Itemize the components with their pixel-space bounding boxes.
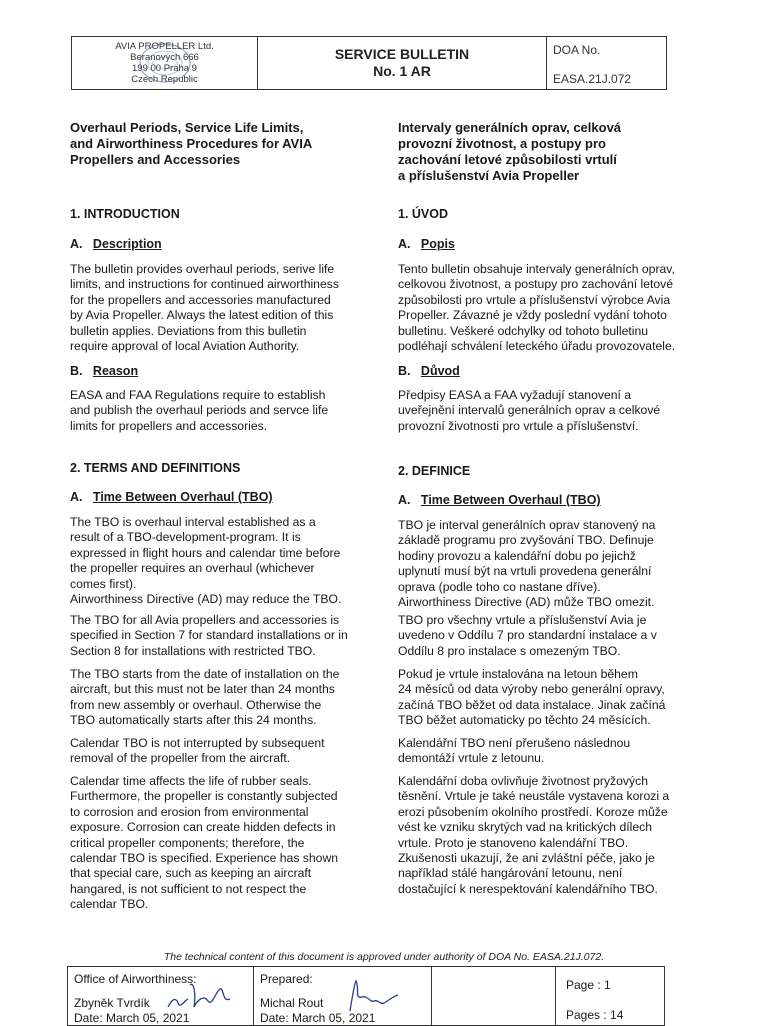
text-line: uveřejnění intervalů generálních oprav a celkové xyxy=(398,403,661,418)
text-line: Airworthiness Directive (AD) may reduce the TBO. xyxy=(70,592,342,607)
text-line: expressed in flight hours and calendar time before xyxy=(70,545,341,560)
en-c-title: Time Between Overhaul (TBO) xyxy=(92,490,273,504)
text-line: result of a TBO-development-program. It is xyxy=(70,530,301,545)
cz-c-title: Time Between Overhaul (TBO) xyxy=(420,493,601,507)
en-title-line: and Airworthiness Procedures for AVIA xyxy=(70,136,313,151)
text-line: dostačující k nerespektování kalendářního TBO. xyxy=(398,881,658,896)
text-line: the propeller requires an overhaul (whichever xyxy=(70,561,315,576)
text-line: Calendar TBO is not interrupted by subsequent xyxy=(70,736,325,750)
text-line: comes first). xyxy=(70,576,137,591)
doa-cell xyxy=(547,37,666,89)
text-line: podléhají schválení leteckého úřadu provozovatele. xyxy=(398,339,676,354)
text-line: The TBO for all Avia propellers and accessories is xyxy=(70,613,340,627)
office-date: Date: March 05, 2021 xyxy=(74,1011,190,1025)
text-line: by Avia Propeller. Always the latest edition of this xyxy=(70,308,334,323)
cz-reason-text xyxy=(398,388,696,434)
company-line: Beranových 666 xyxy=(130,52,199,63)
en-tbo-paragraph-5 xyxy=(70,774,360,913)
text-line: Zkušenosti ukazují, že ani zvláštní péče, jako je xyxy=(398,851,655,866)
text-line: Airworthiness Directive (AD) může TBO omezit. xyxy=(398,595,655,610)
text-line: Furthermore, the propeller is constantly subjected xyxy=(70,789,338,804)
header-box xyxy=(71,36,667,90)
text-line: vést ke vzniku skrytých vad na kritických dílech xyxy=(398,820,652,835)
page-info-cell xyxy=(556,967,664,1025)
text-line: Předpisy EASA a FAA vyžadují stanovení a xyxy=(398,388,632,402)
cz-title-line: a příslušenství Avia Propeller xyxy=(398,168,580,183)
en-tbo-paragraph-4 xyxy=(70,736,360,767)
text-line: způsobilosti pro vrtule a příslušenství výrobce Avia xyxy=(398,292,671,307)
en-a-label: A. xyxy=(70,237,83,251)
text-line: require approval of local Aviation Authority. xyxy=(70,339,300,354)
text-line: to corrosion and erosion from environmental xyxy=(70,804,309,819)
text-line: that special care, such as keeping an aircraft xyxy=(70,866,312,881)
signature-icon xyxy=(342,975,402,1015)
prepared-cell xyxy=(254,967,432,1025)
en-title-line: Propellers and Accessories xyxy=(70,152,241,167)
text-line: exposure. Corrosion can create hidden defects in xyxy=(70,820,336,835)
text-line: limits, and instructions for continued airworthiness xyxy=(70,277,339,292)
doa-label: DOA No. xyxy=(553,43,601,57)
text-line: from new assembly or overhaul. Otherwise the xyxy=(70,697,322,712)
text-line: 24 měsíců od data výroby nebo generální opravy, xyxy=(398,682,665,697)
cz-tbo-paragraph-1 xyxy=(398,518,696,610)
en-subsection-a-heading xyxy=(70,237,360,252)
prepared-name: Michal Rout xyxy=(260,996,324,1010)
text-line: Tento bulletin obsahuje intervaly generálních oprav, xyxy=(398,262,675,276)
text-line: oprava (podle toho co nastane dříve). xyxy=(398,579,601,594)
prepared-label: Prepared: xyxy=(260,972,313,986)
en-subsection-tbo-heading xyxy=(70,490,360,505)
text-line: aircraft, but this must not be later than 24 months xyxy=(70,682,335,697)
cz-subsection-a-heading xyxy=(398,237,696,252)
text-line: The TBO starts from the date of installation on the xyxy=(70,667,340,681)
company-line: AVIA PROPELLER Ltd. xyxy=(115,41,214,52)
cz-section-1-heading: 1. ÚVOD xyxy=(398,207,449,221)
cz-title-line: provozní životnost, a postupy pro xyxy=(398,136,606,151)
company-line: Czech Republic xyxy=(131,74,198,85)
en-b-title: Reason xyxy=(92,364,139,378)
cz-tbo-paragraph-4 xyxy=(398,736,696,767)
en-reason-text xyxy=(70,388,360,434)
text-line: The bulletin provides overhaul periods, serive life xyxy=(70,262,335,276)
text-line: calendar TBO is specified. Experience has shown xyxy=(70,851,339,866)
office-name: Zbyněk Tvrdík xyxy=(74,996,150,1010)
en-description-text xyxy=(70,262,360,354)
prepared-date: Date: March 05, 2021 xyxy=(260,1011,376,1025)
text-line: calendar TBO. xyxy=(70,897,149,912)
cz-description-text xyxy=(398,262,696,354)
text-line: Calendar time affects the life of rubber seals. xyxy=(70,774,312,788)
text-line: removal of the propeller from the aircraft. xyxy=(70,751,291,766)
en-section-2-heading: 2. TERMS AND DEFINITIONS xyxy=(70,461,241,475)
cz-tbo-paragraph-2 xyxy=(398,613,696,659)
text-line: and publish the overhaul periods and servce life xyxy=(70,403,329,418)
bulletin-number: No. 1 AR xyxy=(373,63,431,79)
text-line: vrtule. Proto je stanoveno kalendářní TBO. xyxy=(398,835,629,850)
text-line: Pokud je vrtule instalována na letoun během xyxy=(398,667,638,681)
text-line: těsnění. Vrtule je také neustále vystavena korozi a xyxy=(398,789,670,804)
text-line: uplynutí musí být na vrtuli provedena generální xyxy=(398,564,652,579)
en-a-title: Description xyxy=(92,237,162,251)
text-line: bulletinu. Veškeré odchylky od tohoto bulletinu xyxy=(398,323,649,338)
page-count: Pages : 14 xyxy=(566,1008,624,1022)
footer-signature-box xyxy=(67,966,665,1026)
cz-tbo-paragraph-3 xyxy=(398,667,696,729)
text-line: critical propeller components; therefore, the xyxy=(70,835,305,850)
en-c-label: A. xyxy=(70,490,83,504)
text-line: uvedeno v Oddílu 7 pro standardní instalace a v xyxy=(398,628,657,643)
cz-tbo-paragraph-5 xyxy=(398,774,696,897)
en-section-1-heading: 1. INTRODUCTION xyxy=(70,207,180,221)
cz-a-title: Popis xyxy=(420,237,455,251)
cz-b-label: B. xyxy=(398,364,411,378)
text-line: The TBO is overhaul interval established as a xyxy=(70,515,316,529)
empty-cell xyxy=(432,967,556,1025)
text-line: demontáží vrtule z letounu. xyxy=(398,751,545,766)
en-tbo-paragraph-3 xyxy=(70,667,360,729)
approval-note: The technical content of this document is approved under authority of DOA No. EASA.21J.072. xyxy=(163,951,605,963)
text-line: například stálé hangárování letounu, není xyxy=(398,866,623,881)
text-line: začíná TBO běžet od data instalace. Jinak začíná xyxy=(398,697,666,712)
cz-title-line: Intervaly generálních oprav, celková xyxy=(398,120,622,135)
text-line: TBO automatically starts after this 24 months. xyxy=(70,713,317,728)
text-line: Kalendářní TBO není přerušeno následnou xyxy=(398,736,631,750)
text-line: limits for propellers and accessories. xyxy=(70,418,268,433)
text-line: TBO je interval generálních oprav stanovený na xyxy=(398,518,656,532)
cz-title-line: zachování letové způsobilosti vrtulí xyxy=(398,152,617,167)
office-of-airworthiness-cell xyxy=(68,967,254,1025)
text-line: Oddílu 8 pro instalace s omezeným TBO. xyxy=(398,643,621,658)
text-line: bulletin applies. Deviations from this bulletin xyxy=(70,323,307,338)
text-line: Propeller. Závazné je vždy poslední vydání tohoto xyxy=(398,308,667,323)
en-tbo-paragraph-1 xyxy=(70,515,360,607)
cz-b-title: Důvod xyxy=(420,364,460,378)
text-line: for the propellers and accessories manufactured xyxy=(70,292,331,307)
company-line: 199 00 Praha 9 xyxy=(132,63,197,74)
text-line: Section 8 for installations with restricted TBO. xyxy=(70,643,316,658)
cz-a-label: A. xyxy=(398,237,411,251)
bulletin-title-line1: SERVICE BULLETIN xyxy=(334,46,470,62)
en-title xyxy=(70,120,360,168)
text-line: hodiny provozu a kalendářní dobu po jejichž xyxy=(398,548,636,563)
company-address xyxy=(72,37,258,89)
page-number: Page : 1 xyxy=(566,978,611,992)
cz-subsection-b-heading xyxy=(398,364,696,379)
bulletin-title xyxy=(258,37,547,89)
cz-section-2-heading: 2. DEFINICE xyxy=(398,464,471,478)
en-subsection-b-heading xyxy=(70,364,360,379)
doa-value: EASA.21J.072 xyxy=(553,72,632,86)
text-line: celkovou životnost, a postupy pro zachování letové xyxy=(398,277,674,292)
text-line: Kalendářní doba ovlivňuje životnost pryžových xyxy=(398,774,648,788)
text-line: erozi působením okolního prostředí. Koroze může xyxy=(398,804,668,819)
text-line: specified in Section 7 for standard installations or in xyxy=(70,628,348,643)
text-line: EASA and FAA Regulations require to establish xyxy=(70,388,326,402)
office-label: Office of Airworthiness: xyxy=(74,972,197,986)
text-line: hangared, is not sufficient to not respect the xyxy=(70,881,307,896)
text-line: základě programu pro zvyšování TBO. Definuje xyxy=(398,533,654,548)
text-line: TBO pro všechny vrtule a příslušenství Avia je xyxy=(398,613,647,627)
en-b-label: B. xyxy=(70,364,83,378)
en-tbo-paragraph-2 xyxy=(70,613,360,659)
text-line: provozní životnosti pro vrtule a příslušenství. xyxy=(398,418,639,433)
cz-subsection-tbo-heading xyxy=(398,493,696,508)
cz-c-label: A. xyxy=(398,493,411,507)
en-title-line: Overhaul Periods, Service Life Limits, xyxy=(70,120,304,135)
cz-title xyxy=(398,120,696,184)
text-line: TBO běžet automaticky po těchto 24 měsících. xyxy=(398,713,651,728)
